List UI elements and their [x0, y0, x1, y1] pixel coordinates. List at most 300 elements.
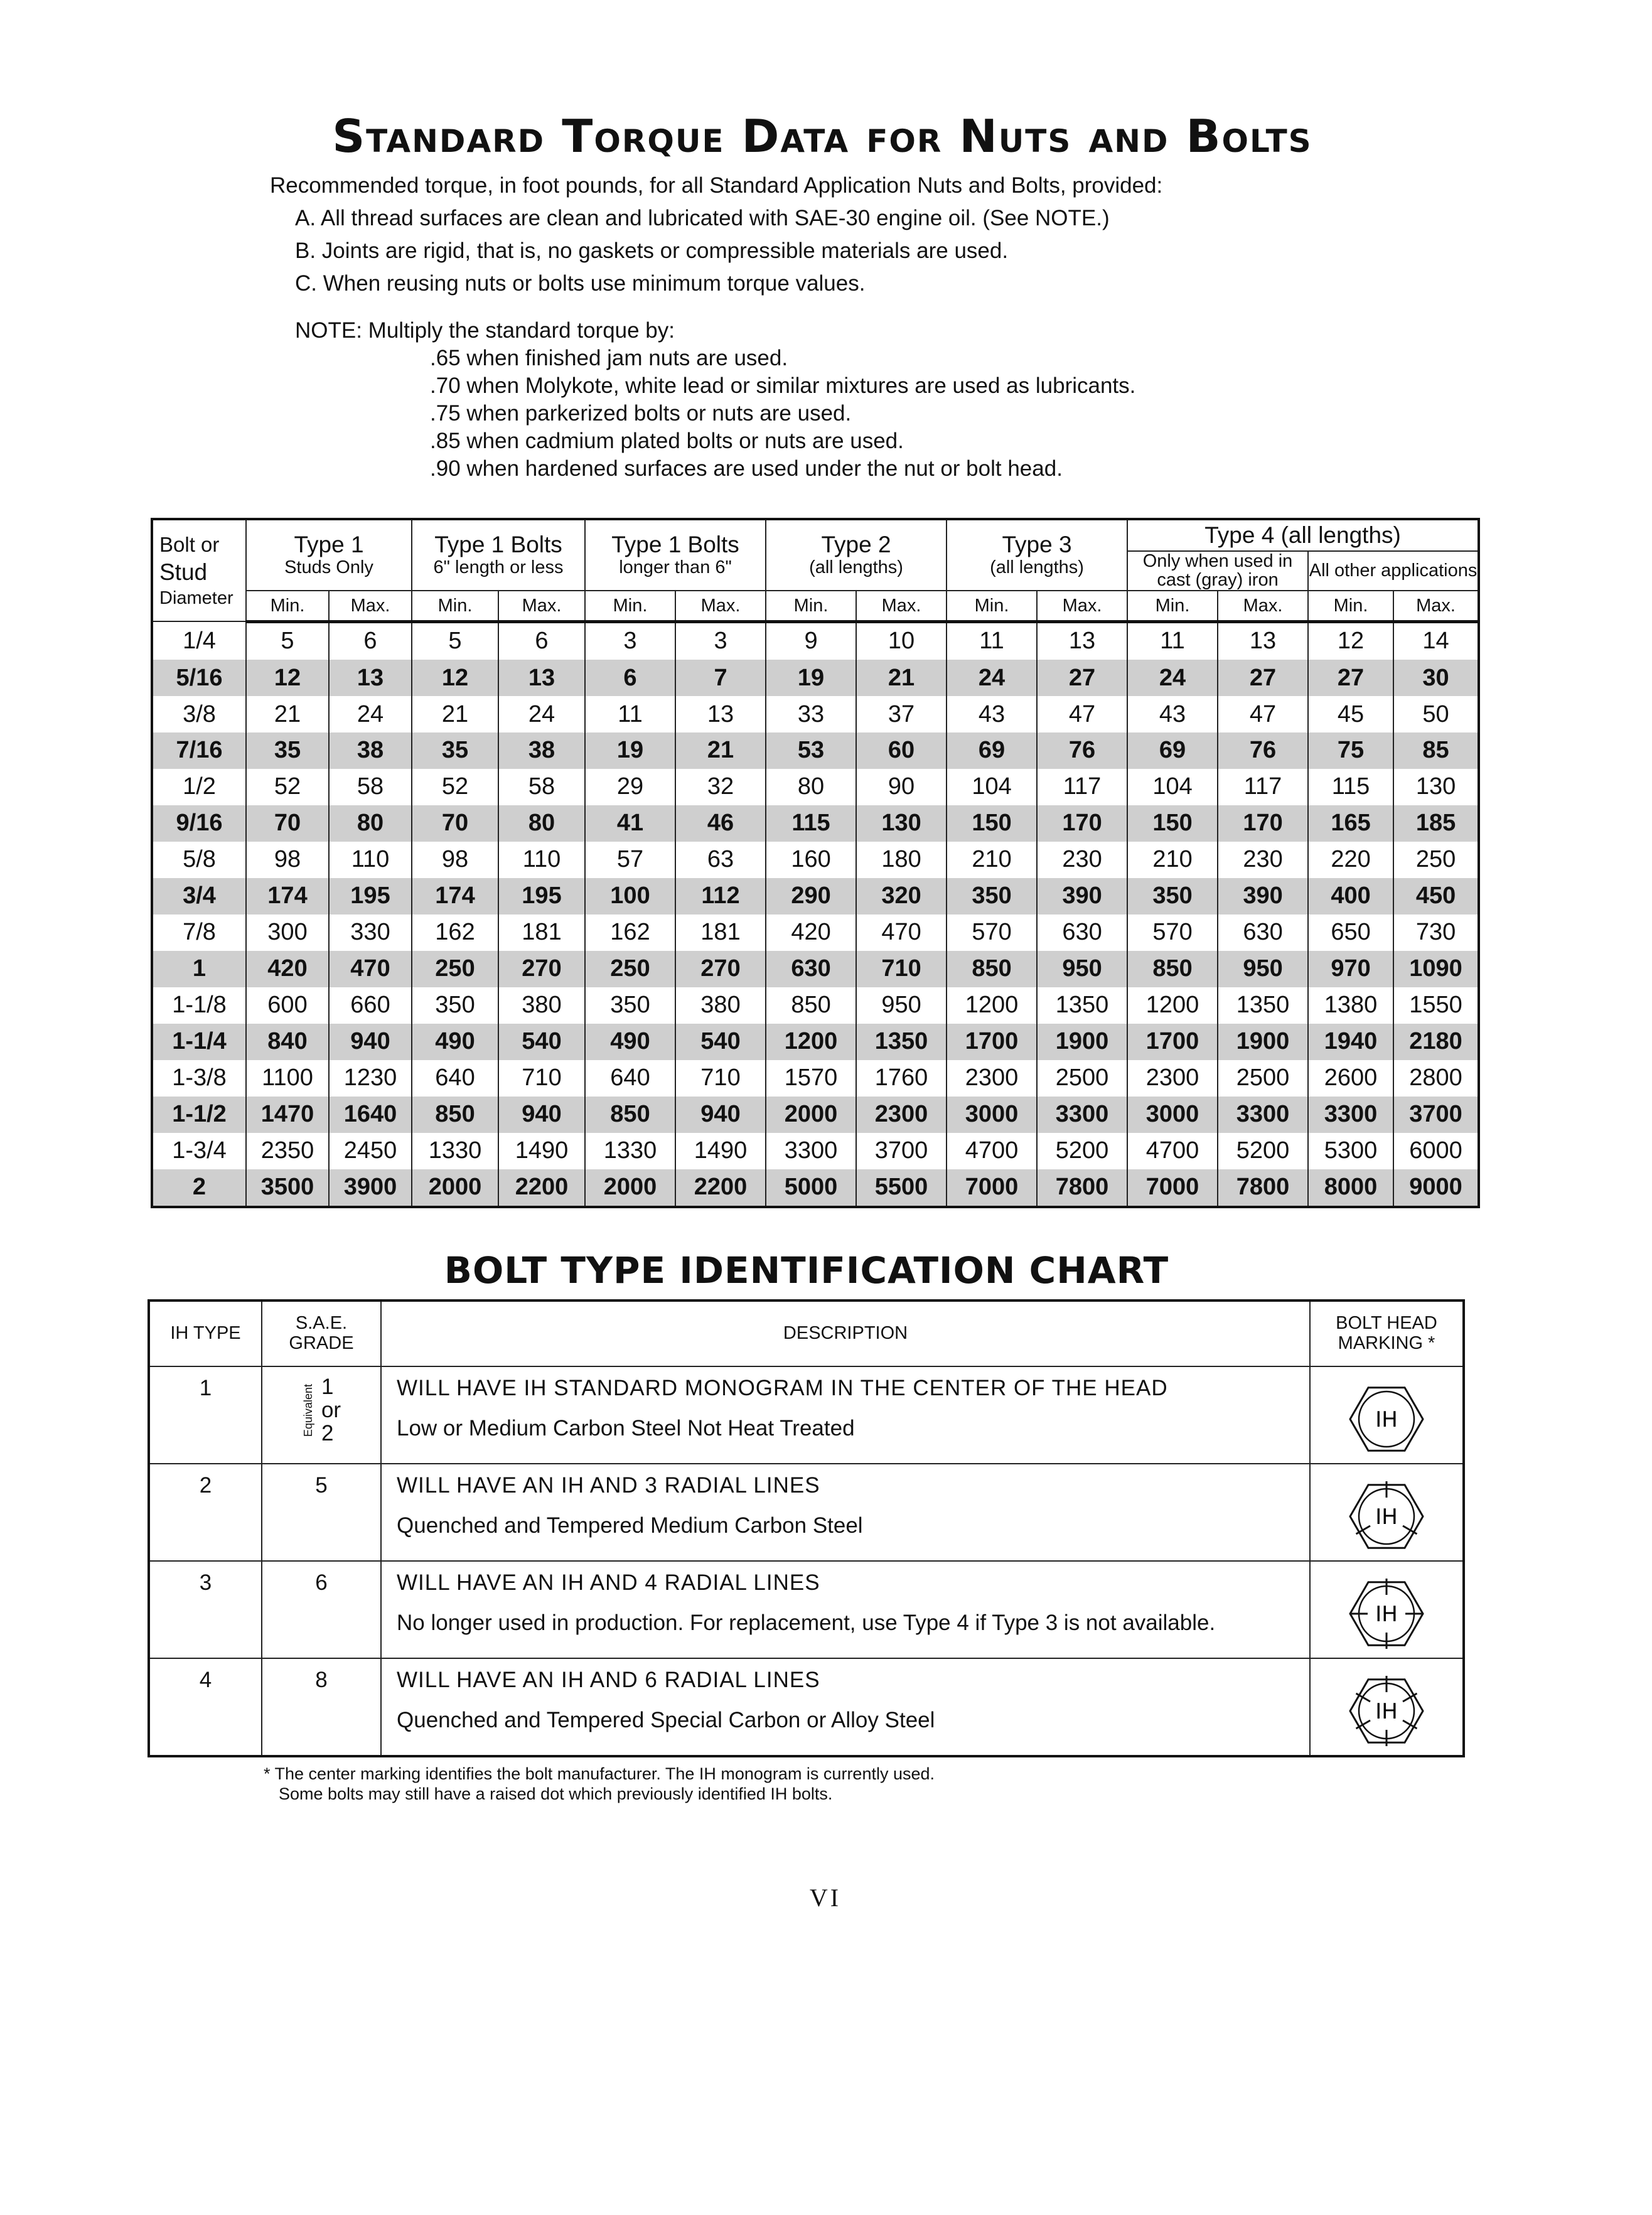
min-torque-cell: 57	[585, 842, 675, 878]
max-torque-cell: 13	[675, 696, 766, 732]
max-torque-cell: 3900	[329, 1169, 412, 1207]
max-torque-cell: 5200	[1037, 1133, 1127, 1169]
min-header: Min.	[766, 591, 856, 622]
min-torque-cell: 420	[246, 951, 329, 987]
condition-item: B. Joints are rigid, that is, no gaskets or compressible materials are used.	[295, 239, 1009, 263]
grade-stack	[321, 1376, 341, 1445]
max-torque-cell: 181	[675, 914, 766, 951]
min-torque-cell: 970	[1308, 951, 1393, 987]
note-block	[295, 317, 1135, 483]
diameter-cell: 1-3/4	[152, 1133, 246, 1169]
torque-row	[152, 696, 1479, 732]
min-torque-cell: 21	[246, 696, 329, 732]
max-torque-cell: 940	[498, 1097, 585, 1133]
min-torque-cell: 33	[766, 696, 856, 732]
max-header: Max.	[675, 591, 766, 622]
max-torque-cell: 230	[1037, 842, 1127, 878]
max-torque-cell: 112	[675, 878, 766, 914]
max-torque-cell: 380	[675, 987, 766, 1024]
max-torque-cell: 195	[498, 878, 585, 914]
min-torque-cell: 210	[1127, 842, 1218, 878]
max-torque-cell: 195	[329, 878, 412, 914]
min-torque-cell: 850	[766, 987, 856, 1024]
description-text: Low or Medium Carbon Steel Not Heat Treated	[397, 1416, 855, 1440]
max-torque-cell: 1490	[675, 1133, 766, 1169]
min-torque-cell: 5000	[766, 1169, 856, 1207]
diameter-cell: 3/8	[152, 696, 246, 732]
min-torque-cell: 350	[412, 987, 498, 1024]
min-torque-cell: 52	[412, 769, 498, 805]
torque-row	[152, 1060, 1479, 1097]
max-torque-cell: 540	[498, 1024, 585, 1060]
sae-grade-cell: 8	[262, 1658, 381, 1756]
description-heading: WILL HAVE AN IH AND 4 RADIAL LINES	[397, 1570, 820, 1595]
max-torque-cell: 1350	[1218, 987, 1308, 1024]
max-torque-cell: 117	[1218, 769, 1308, 805]
type4-subheader: Only when used in cast (gray) iron	[1127, 551, 1308, 591]
type-header-main: Type 1	[294, 532, 364, 558]
type-header-sub: (all lengths)	[809, 557, 903, 578]
diameter-cell: 3/4	[152, 878, 246, 914]
min-torque-cell: 7000	[947, 1169, 1037, 1207]
min-torque-cell: 1380	[1308, 987, 1393, 1024]
type-header-sub: longer than 6"	[619, 557, 732, 578]
type-header	[412, 519, 585, 591]
bolt-chart-title: BOLT TYPE IDENTIFICATION CHART	[444, 1249, 1169, 1292]
min-torque-cell: 19	[585, 732, 675, 769]
diameter-cell: 7/16	[152, 732, 246, 769]
max-torque-cell: 170	[1037, 805, 1127, 842]
max-torque-cell: 13	[1218, 621, 1308, 660]
max-torque-cell: 58	[498, 769, 585, 805]
min-torque-cell: 2350	[246, 1133, 329, 1169]
max-torque-cell: 660	[329, 987, 412, 1024]
max-torque-cell: 270	[498, 951, 585, 987]
max-torque-cell: 38	[329, 732, 412, 769]
min-torque-cell: 43	[947, 696, 1037, 732]
min-torque-cell: 1100	[246, 1060, 329, 1097]
ih-type-cell: 4	[149, 1658, 262, 1756]
grade-equivalent-group	[302, 1376, 341, 1445]
condition-item: C. When reusing nuts or bolts use minimum torque values.	[295, 271, 866, 296]
max-torque-cell: 76	[1218, 732, 1308, 769]
max-torque-cell: 13	[1037, 621, 1127, 660]
max-torque-cell: 47	[1037, 696, 1127, 732]
ih-monogram: IH	[1375, 1504, 1398, 1530]
max-torque-cell: 110	[329, 842, 412, 878]
torque-row	[152, 1024, 1479, 1060]
min-torque-cell: 840	[246, 1024, 329, 1060]
min-torque-cell: 1200	[947, 987, 1037, 1024]
max-torque-cell: 85	[1393, 732, 1479, 769]
footnote	[264, 1764, 935, 1804]
max-torque-cell: 117	[1037, 769, 1127, 805]
bolt-type-row	[149, 1366, 1464, 1464]
max-torque-cell: 76	[1037, 732, 1127, 769]
sae-grade-header: S.A.E. GRADE	[262, 1301, 381, 1366]
ih-type-cell: 3	[149, 1561, 262, 1658]
torque-row	[152, 732, 1479, 769]
max-torque-cell: 630	[1218, 914, 1308, 951]
min-torque-cell: 43	[1127, 696, 1218, 732]
min-torque-cell: 490	[412, 1024, 498, 1060]
min-torque-cell: 45	[1308, 696, 1393, 732]
max-torque-cell: 390	[1037, 878, 1127, 914]
grade-line: 2	[321, 1420, 334, 1445]
diameter-header-line2: Stud	[159, 559, 208, 585]
max-torque-cell: 32	[675, 769, 766, 805]
max-torque-cell: 380	[498, 987, 585, 1024]
max-header: Max.	[856, 591, 947, 622]
max-torque-cell: 1490	[498, 1133, 585, 1169]
description-cell	[381, 1464, 1310, 1561]
description-text: Quenched and Tempered Medium Carbon Steel	[397, 1513, 863, 1538]
min-torque-cell: 1940	[1308, 1024, 1393, 1060]
max-torque-cell: 2450	[329, 1133, 412, 1169]
ih-monogram: IH	[1375, 1601, 1398, 1627]
min-torque-cell: 1330	[412, 1133, 498, 1169]
ih-monogram: IH	[1375, 1698, 1398, 1724]
description-text: No longer used in production. For replacement, use Type 4 if Type 3 is not available.	[397, 1610, 1216, 1635]
min-torque-cell: 1700	[947, 1024, 1037, 1060]
max-torque-cell: 80	[498, 805, 585, 842]
min-torque-cell: 850	[1127, 951, 1218, 987]
type4-subheader: All other applications	[1308, 551, 1479, 591]
diameter-cell: 1	[152, 951, 246, 987]
diameter-cell: 1-1/2	[152, 1097, 246, 1133]
max-torque-cell: 3	[675, 621, 766, 660]
max-torque-cell: 27	[1037, 660, 1127, 696]
bolt-head-marking-cell	[1310, 1561, 1464, 1658]
bolt-head-marking-cell	[1310, 1464, 1464, 1561]
min-torque-cell: 2300	[1127, 1060, 1218, 1097]
bolt-type-row	[149, 1658, 1464, 1756]
min-header: Min.	[585, 591, 675, 622]
multiplier-item: .90 when hardened surfaces are used under the nut or bolt head.	[430, 456, 1063, 481]
max-torque-cell: 3700	[1393, 1097, 1479, 1133]
max-torque-cell: 30	[1393, 660, 1479, 696]
torque-row	[152, 621, 1479, 660]
max-torque-cell: 50	[1393, 696, 1479, 732]
diameter-header-line1: Bolt or	[159, 533, 220, 557]
page-title: Standard Torque Data for Nuts and Bolts	[332, 110, 1312, 163]
min-torque-cell: 53	[766, 732, 856, 769]
min-torque-cell: 3	[585, 621, 675, 660]
min-header: Min.	[947, 591, 1037, 622]
min-torque-cell: 19	[766, 660, 856, 696]
max-header: Max.	[1393, 591, 1479, 622]
min-torque-cell: 650	[1308, 914, 1393, 951]
max-torque-cell: 540	[675, 1024, 766, 1060]
min-torque-cell: 70	[412, 805, 498, 842]
type-header	[766, 519, 947, 591]
grade-line: or	[321, 1397, 341, 1422]
max-torque-cell: 21	[675, 732, 766, 769]
max-torque-cell: 37	[856, 696, 947, 732]
description-heading: WILL HAVE AN IH AND 6 RADIAL LINES	[397, 1667, 820, 1692]
max-torque-cell: 470	[856, 914, 947, 951]
min-torque-cell: 640	[585, 1060, 675, 1097]
min-torque-cell: 1570	[766, 1060, 856, 1097]
min-torque-cell: 290	[766, 878, 856, 914]
max-torque-cell: 6000	[1393, 1133, 1479, 1169]
page-number: VI	[809, 1884, 842, 1912]
min-torque-cell: 2600	[1308, 1060, 1393, 1097]
min-torque-cell: 12	[246, 660, 329, 696]
bolt-identification-table	[148, 1299, 1465, 1757]
diameter-cell: 5/16	[152, 660, 246, 696]
multiplier-item: .65 when finished jam nuts are used.	[430, 346, 788, 370]
min-torque-cell: 5	[246, 621, 329, 660]
min-torque-cell: 27	[1308, 660, 1393, 696]
torque-row	[152, 842, 1479, 878]
grade-line: 1	[321, 1375, 334, 1399]
max-torque-cell: 1090	[1393, 951, 1479, 987]
min-torque-cell: 174	[246, 878, 329, 914]
min-torque-cell: 162	[585, 914, 675, 951]
max-torque-cell: 940	[675, 1097, 766, 1133]
condition-item: A. All thread surfaces are clean and lubricated with SAE-30 engine oil. (See NOTE.)	[295, 206, 1110, 230]
max-torque-cell: 5200	[1218, 1133, 1308, 1169]
max-torque-cell: 13	[329, 660, 412, 696]
max-torque-cell: 950	[1218, 951, 1308, 987]
torque-table-body	[152, 621, 1479, 1207]
equivalent-label: Equivalent	[301, 1384, 314, 1437]
min-torque-cell: 115	[1308, 769, 1393, 805]
max-torque-cell: 330	[329, 914, 412, 951]
min-torque-cell: 21	[412, 696, 498, 732]
torque-table	[151, 518, 1480, 1208]
max-torque-cell: 1640	[329, 1097, 412, 1133]
max-torque-cell: 730	[1393, 914, 1479, 951]
sae-grade-cell	[262, 1366, 381, 1464]
max-torque-cell: 24	[498, 696, 585, 732]
max-torque-cell: 24	[329, 696, 412, 732]
max-torque-cell: 180	[856, 842, 947, 878]
max-torque-cell: 10	[856, 621, 947, 660]
bolt-head-marking-icon	[1336, 1378, 1437, 1460]
min-torque-cell: 12	[412, 660, 498, 696]
min-torque-cell: 11	[1127, 621, 1218, 660]
max-torque-cell: 390	[1218, 878, 1308, 914]
min-header: Min.	[412, 591, 498, 622]
max-header: Max.	[498, 591, 585, 622]
ih-type-cell: 1	[149, 1366, 262, 1464]
min-torque-cell: 2300	[947, 1060, 1037, 1097]
min-torque-cell: 300	[246, 914, 329, 951]
type-header-main: Type 3	[1002, 532, 1072, 558]
min-torque-cell: 400	[1308, 878, 1393, 914]
max-torque-cell: 2500	[1037, 1060, 1127, 1097]
min-torque-cell: 1330	[585, 1133, 675, 1169]
type-header-sub: Studs Only	[284, 557, 373, 578]
conditions-list	[295, 202, 1162, 300]
diameter-cell: 1/2	[152, 769, 246, 805]
max-torque-cell: 950	[1037, 951, 1127, 987]
min-torque-cell: 1470	[246, 1097, 329, 1133]
min-torque-cell: 4700	[947, 1133, 1037, 1169]
max-torque-cell: 14	[1393, 621, 1479, 660]
bolt-head-marking-cell	[1310, 1366, 1464, 1464]
min-torque-cell: 104	[947, 769, 1037, 805]
description-text: Quenched and Tempered Special Carbon or Alloy Steel	[397, 1707, 935, 1732]
description-heading: WILL HAVE IH STANDARD MONOGRAM IN THE CENTER OF THE HEAD	[397, 1376, 1168, 1400]
ih-monogram: IH	[1375, 1407, 1398, 1432]
bolt-head-marking-icon	[1336, 1670, 1437, 1752]
max-torque-cell: 940	[329, 1024, 412, 1060]
torque-row	[152, 951, 1479, 987]
type-header-sub: (all lengths)	[990, 557, 1084, 578]
min-torque-cell: 100	[585, 878, 675, 914]
min-torque-cell: 2000	[412, 1169, 498, 1207]
min-torque-cell: 9	[766, 621, 856, 660]
bolt-head-marking-icon	[1336, 1476, 1437, 1557]
max-torque-cell: 710	[675, 1060, 766, 1097]
min-torque-cell: 350	[947, 878, 1037, 914]
max-torque-cell: 470	[329, 951, 412, 987]
torque-row	[152, 914, 1479, 951]
max-torque-cell: 250	[1393, 842, 1479, 878]
max-torque-cell: 170	[1218, 805, 1308, 842]
torque-row	[152, 1133, 1479, 1169]
min-torque-cell: 1200	[1127, 987, 1218, 1024]
max-torque-cell: 320	[856, 878, 947, 914]
min-torque-cell: 24	[947, 660, 1037, 696]
max-torque-cell: 13	[498, 660, 585, 696]
max-torque-cell: 6	[498, 621, 585, 660]
min-torque-cell: 80	[766, 769, 856, 805]
max-header: Max.	[1218, 591, 1308, 622]
diameter-cell: 2	[152, 1169, 246, 1207]
min-torque-cell: 162	[412, 914, 498, 951]
diameter-cell: 1-1/4	[152, 1024, 246, 1060]
max-torque-cell: 130	[856, 805, 947, 842]
min-torque-cell: 1200	[766, 1024, 856, 1060]
min-header: Min.	[1127, 591, 1218, 622]
torque-row	[152, 987, 1479, 1024]
max-torque-cell: 2180	[1393, 1024, 1479, 1060]
min-torque-cell: 210	[947, 842, 1037, 878]
max-header: Max.	[1037, 591, 1127, 622]
min-torque-cell: 350	[585, 987, 675, 1024]
min-torque-cell: 11	[947, 621, 1037, 660]
max-torque-cell: 2800	[1393, 1060, 1479, 1097]
min-torque-cell: 5300	[1308, 1133, 1393, 1169]
note-heading: NOTE: Multiply the standard torque by:	[295, 318, 675, 343]
max-torque-cell: 2200	[675, 1169, 766, 1207]
max-torque-cell: 46	[675, 805, 766, 842]
max-torque-cell: 47	[1218, 696, 1308, 732]
max-torque-cell: 230	[1218, 842, 1308, 878]
min-torque-cell: 70	[246, 805, 329, 842]
max-torque-cell: 90	[856, 769, 947, 805]
intro-text: Recommended torque, in foot pounds, for all Standard Application Nuts and Bolts, provided:	[270, 173, 1163, 198]
max-torque-cell: 21	[856, 660, 947, 696]
max-torque-cell: 3300	[1218, 1097, 1308, 1133]
min-torque-cell: 150	[947, 805, 1037, 842]
multiplier-item: .70 when Molykote, white lead or similar mixtures are used as lubricants.	[430, 373, 1136, 398]
diameter-cell: 5/8	[152, 842, 246, 878]
min-torque-cell: 150	[1127, 805, 1218, 842]
min-torque-cell: 3000	[1127, 1097, 1218, 1133]
diameter-header-line3: Diameter	[159, 587, 233, 608]
min-torque-cell: 2000	[585, 1169, 675, 1207]
diameter-cell: 7/8	[152, 914, 246, 951]
min-torque-cell: 41	[585, 805, 675, 842]
bolt-type-row	[149, 1464, 1464, 1561]
type4-header: Type 4 (all lengths)	[1127, 519, 1479, 551]
torque-row	[152, 1169, 1479, 1207]
min-torque-cell: 250	[585, 951, 675, 987]
min-torque-cell: 69	[947, 732, 1037, 769]
min-torque-cell: 570	[1127, 914, 1218, 951]
max-torque-cell: 60	[856, 732, 947, 769]
max-torque-cell: 38	[498, 732, 585, 769]
type-header-sub: 6" length or less	[433, 557, 564, 578]
min-torque-cell: 69	[1127, 732, 1218, 769]
diameter-cell: 9/16	[152, 805, 246, 842]
torque-row	[152, 660, 1479, 696]
min-torque-cell: 3500	[246, 1169, 329, 1207]
max-torque-cell: 7	[675, 660, 766, 696]
max-torque-cell: 1350	[856, 1024, 947, 1060]
max-torque-cell: 7800	[1218, 1169, 1308, 1207]
max-torque-cell: 710	[498, 1060, 585, 1097]
min-torque-cell: 5	[412, 621, 498, 660]
min-torque-cell: 630	[766, 951, 856, 987]
bolt-head-marking-cell	[1310, 1658, 1464, 1756]
min-torque-cell: 75	[1308, 732, 1393, 769]
max-torque-cell: 1900	[1037, 1024, 1127, 1060]
max-torque-cell: 2500	[1218, 1060, 1308, 1097]
footnote-line: * The center marking identifies the bolt manufacturer. The IH monogram is currently used.	[264, 1764, 935, 1783]
sae-grade-cell: 5	[262, 1464, 381, 1561]
torque-row	[152, 878, 1479, 914]
min-torque-cell: 115	[766, 805, 856, 842]
max-torque-cell: 58	[329, 769, 412, 805]
bolt-type-row	[149, 1561, 1464, 1658]
max-torque-cell: 1350	[1037, 987, 1127, 1024]
min-torque-cell: 98	[412, 842, 498, 878]
min-header: Min.	[246, 591, 329, 622]
torque-row	[152, 805, 1479, 842]
type-header	[947, 519, 1127, 591]
diameter-cell: 1/4	[152, 621, 246, 660]
sae-grade-cell: 6	[262, 1561, 381, 1658]
diameter-cell: 1-3/8	[152, 1060, 246, 1097]
min-torque-cell: 52	[246, 769, 329, 805]
min-torque-cell: 420	[766, 914, 856, 951]
description-heading: WILL HAVE AN IH AND 3 RADIAL LINES	[397, 1472, 820, 1498]
max-torque-cell: 1760	[856, 1060, 947, 1097]
type-header	[246, 519, 412, 591]
max-torque-cell: 7800	[1037, 1169, 1127, 1207]
max-torque-cell: 80	[329, 805, 412, 842]
min-torque-cell: 3300	[1308, 1097, 1393, 1133]
description-cell	[381, 1561, 1310, 1658]
min-torque-cell: 640	[412, 1060, 498, 1097]
multiplier-item: .85 when cadmium plated bolts or nuts are used.	[430, 429, 904, 453]
footnote-line: Some bolts may still have a raised dot which previously identified IH bolts.	[279, 1784, 833, 1803]
max-torque-cell: 130	[1393, 769, 1479, 805]
max-torque-cell: 110	[498, 842, 585, 878]
description-header: DESCRIPTION	[381, 1301, 1310, 1366]
min-torque-cell: 160	[766, 842, 856, 878]
ih-type-header: IH TYPE	[149, 1301, 262, 1366]
multiplier-item: .75 when parkerized bolts or nuts are used.	[430, 401, 852, 426]
multipliers-list	[430, 345, 1135, 483]
min-torque-cell: 350	[1127, 878, 1218, 914]
